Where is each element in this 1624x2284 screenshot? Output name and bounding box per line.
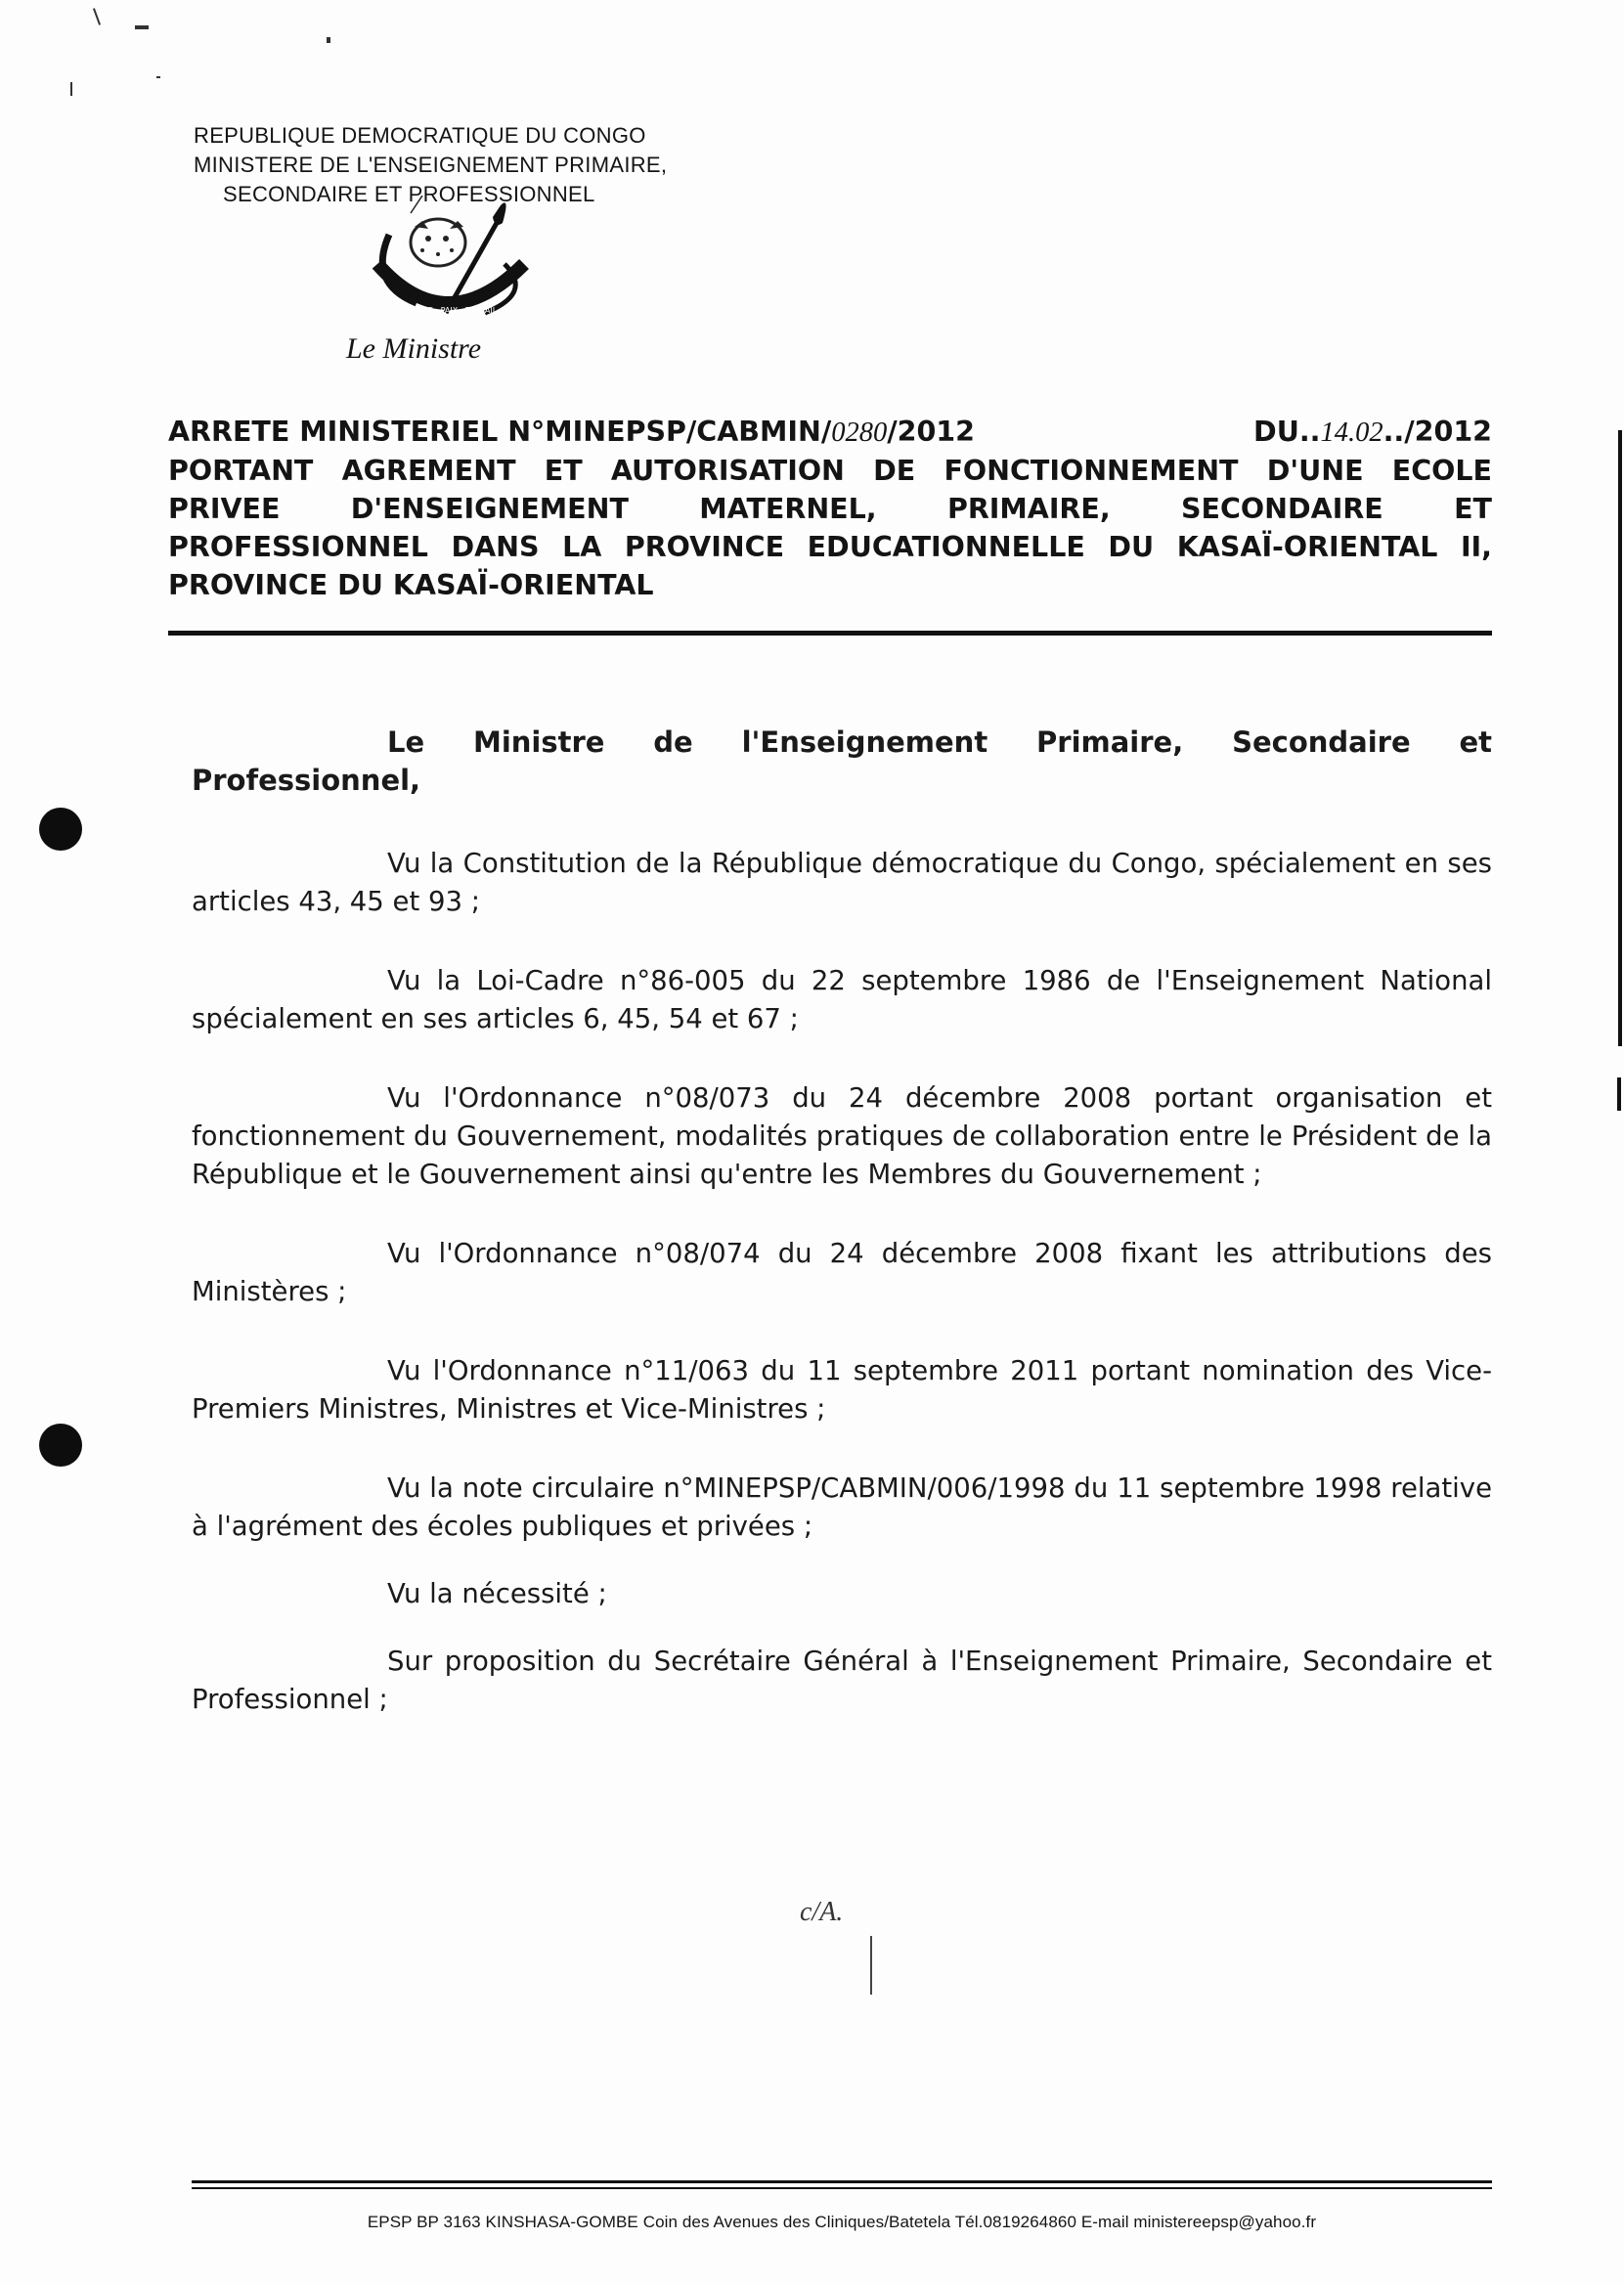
decree-title-line: PRIVEE D'ENSEIGNEMENT MATERNEL, PRIMAIRE, SECONDAIRE ET bbox=[168, 493, 1492, 525]
consideration-paragraph: Vu la note circulaire n°MINEPSP/CABMIN/006/1998 du 11 septembre 1998 relative à l'agrément des écoles publiques et privées ; bbox=[192, 1472, 1492, 1542]
consideration-paragraph: Vu la Constitution de la République démocratique du Congo, spécialement en ses articles 43, 45 et 93 ; bbox=[192, 848, 1492, 917]
margin-bar bbox=[1618, 430, 1622, 1046]
footer-divider bbox=[192, 2180, 1492, 2183]
decree-ref-year: /2012 bbox=[887, 416, 975, 448]
handwritten-initials: c/A. bbox=[800, 1897, 844, 1927]
decree-title bbox=[168, 413, 1492, 604]
scan-speck bbox=[156, 76, 160, 78]
decree-title-line: PROFESSIONNEL DANS LA PROVINCE EDUCATIONNELLE DU KASAÏ-ORIENTAL II, bbox=[168, 531, 1492, 563]
decree-date-year: ../2012 bbox=[1383, 416, 1492, 448]
decree-title-line: PROVINCE DU KASAÏ-ORIENTAL bbox=[168, 569, 654, 601]
intro-paragraph: Le Ministre de l'Enseignement Primaire, Secondaire et Professionnel, bbox=[192, 725, 1492, 797]
decree-title-line: PORTANT AGREMENT ET AUTORISATION DE FONCTIONNEMENT D'UNE ECOLE bbox=[168, 455, 1492, 487]
scan-speck bbox=[327, 37, 330, 43]
paraph-stroke bbox=[870, 1936, 872, 1995]
consideration-paragraph: Sur proposition du Secrétaire Général à l'Enseignement Primaire, Secondaire et Professionnel ; bbox=[192, 1646, 1492, 1715]
emblem-motto: JUSTICE · PAIX · TRAVAIL bbox=[402, 306, 498, 315]
decree-date-prefix: DU.. bbox=[1253, 416, 1321, 448]
consideration-paragraph: Vu la nécessité ; bbox=[387, 1578, 607, 1609]
footer-divider bbox=[192, 2187, 1492, 2189]
country-name: REPUBLIQUE DEMOCRATIQUE DU CONGO bbox=[194, 123, 646, 148]
punch-hole-mark bbox=[39, 1424, 82, 1467]
title-divider bbox=[168, 631, 1492, 636]
consideration-paragraph: Vu la Loi-Cadre n°86-005 du 22 septembre 1986 de l'Enseignement National spécialement en ses articles 6, 45, 54 et 67 ; bbox=[192, 965, 1492, 1034]
minister-title: Le Ministre bbox=[346, 332, 482, 365]
decree-date-day: 14 bbox=[1320, 417, 1348, 448]
footer-address: EPSP BP 3163 KINSHASA-GOMBE Coin des Avenues des Cliniques/Batetela Tél.0819264860 E-mail ministereepsp@yahoo.fr bbox=[367, 2213, 1317, 2231]
consideration-paragraph: Vu l'Ordonnance n°11/063 du 11 septembre 2011 portant nomination des Vice-Premiers Ministres, Ministres et Vice-Ministres ; bbox=[192, 1355, 1492, 1425]
coat-of-arms-icon bbox=[329, 196, 563, 332]
consideration-paragraph: Vu l'Ordonnance n°08/074 du 24 décembre 2008 fixant les attributions des Ministères ; bbox=[192, 1238, 1492, 1307]
scan-speck bbox=[93, 8, 101, 25]
scan-speck bbox=[70, 82, 72, 96]
decree-date-month: .02 bbox=[1347, 417, 1383, 448]
decree-body bbox=[192, 724, 1492, 1760]
punch-hole-mark bbox=[39, 808, 82, 851]
decree-reference bbox=[168, 413, 1492, 452]
margin-bar bbox=[1617, 1077, 1621, 1111]
ministry-name-line2: SECONDAIRE ET PROFESSIONNEL bbox=[223, 182, 595, 206]
decree-ref-prefix: ARRETE MINISTERIEL N°MINEPSP/CABMIN/ bbox=[168, 416, 832, 448]
ministry-name-line1: MINISTERE DE L'ENSEIGNEMENT PRIMAIRE, bbox=[194, 153, 668, 177]
consideration-paragraph: Vu l'Ordonnance n°08/073 du 24 décembre 2008 portant organisation et fonctionnement du Gouvernement, modalités pratiques de collaboration entre le Président de la République et le Gouvernement ainsi qu'entre les Membres du Gouvernement ; bbox=[192, 1082, 1492, 1190]
scan-speck bbox=[135, 25, 149, 29]
decree-number-handwritten: 0280 bbox=[831, 417, 888, 448]
